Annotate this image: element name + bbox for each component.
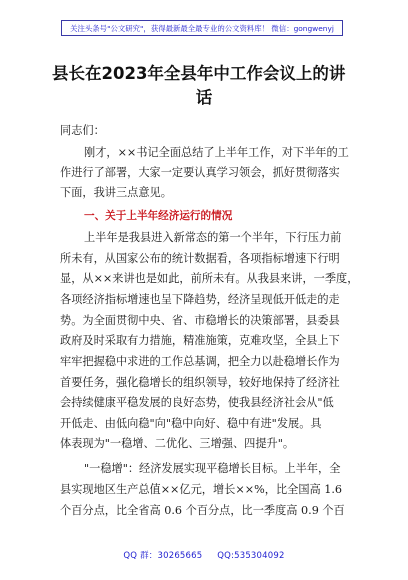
document-title [52, 62, 356, 110]
paragraph-line: 各项经济指标增速也呈下降趋势，经济呈现低开低走的走 [60, 293, 340, 306]
document-title-line2: 话 [195, 88, 213, 107]
paragraph-line: 首要任务，强化稳增长的组织领导，较好地保持了经济社 [60, 376, 340, 389]
paragraph-line: "一稳增"：经济发展实现平稳增长目标。上半年，全 [84, 462, 341, 475]
contact-footer [0, 549, 408, 561]
paragraph-line: 体表现为"一稳增、二优化、三增强、四提升"。 [60, 437, 295, 450]
paragraph-line: 开低走、由低向稳"向"稳中向好、稳中有进"发展。具 [60, 417, 322, 430]
qq-text: QQ:535304092 [217, 551, 285, 561]
paragraph-line: 势。为全面贯彻中央、省、市稳增长的决策部署，县委县 [60, 314, 340, 327]
paragraph-line: 政府及时采取有力措施，精准施策，克难攻坚，全县上下 [60, 334, 340, 347]
paragraph-line: 个百分点，比全省高 0.6 个百分点，比一季度高 0.9 个百 [60, 504, 345, 517]
paragraph-line: 刚才，××书记全面总结了上半年工作，对下半年的工 [84, 146, 349, 159]
paragraph-line: 上半年是我县进入新常态的第一个半年，下行压力前 [84, 231, 342, 244]
paragraph-line: 显，从××来讲也是如此，前所未有。从我县来讲，一季度， [60, 272, 359, 285]
paragraph-line: 会持续健康平稳发展的良好态势，使我县经济社会从"低 [60, 396, 334, 409]
promo-banner-text: 关注头条号"公文研究"，获得最新最全最专业的公文资料库！ 微信：gongwenyj [70, 23, 334, 33]
paragraph-line: 县实现地区生产总值××亿元，增长××%，比全国高 1.6 [60, 483, 343, 496]
qq-group-text: QQ 群：30265665 [123, 551, 203, 561]
paragraph-line: 所未有，从国家公布的统计数据看，各项指标增速下行明 [60, 252, 340, 265]
promo-banner [61, 20, 343, 36]
paragraph-line: 下面，我讲三点意见。 [60, 186, 172, 199]
document-title-line1: 县长在2023年全县年中工作会议上的讲 [52, 64, 346, 83]
paragraph-line: 牢牢把握稳中求进的工作总基调，把全力以赴稳增长作为 [60, 355, 340, 368]
paragraph-line: 作进行了部署，大家一定要认真学习领会，抓好贯彻落实 [60, 166, 340, 179]
salutation: 同志们： [60, 124, 105, 137]
section-heading: 一、关于上半年经济运行的情况 [84, 210, 233, 222]
